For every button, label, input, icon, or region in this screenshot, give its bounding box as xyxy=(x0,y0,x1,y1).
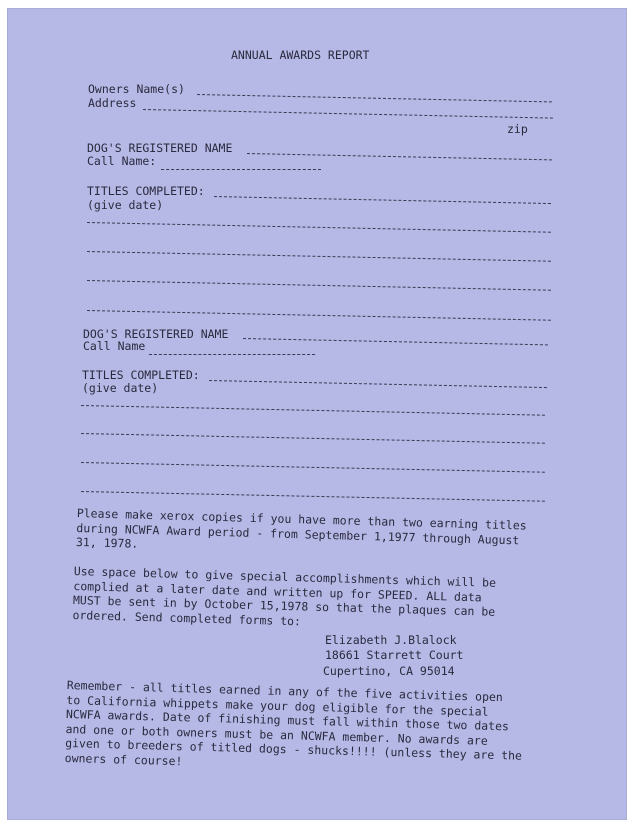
dog2-title-line-4[interactable] xyxy=(81,491,545,502)
dog2-title-line-1[interactable] xyxy=(81,405,545,416)
dog2-registered-name-line[interactable] xyxy=(243,338,548,345)
zip-label: zip xyxy=(507,122,528,136)
address-label: Address xyxy=(88,96,137,110)
special-accomplishments-instructions: Use space below to give special accomplishments which will be complied at a later date and written up for SPEED. ALL data MUST be sent in by October 15,1978 so that the plaques can be ordered. Send completed forms to: xyxy=(72,564,497,628)
page-title: ANNUAL AWARDS REPORT xyxy=(231,48,370,62)
dog1-titles-label: TITLES COMPLETED: xyxy=(87,184,205,198)
dog1-give-date-label: (give date) xyxy=(87,198,164,212)
dog2-call-name-line[interactable] xyxy=(149,354,315,355)
dog1-title-line-2[interactable] xyxy=(87,251,551,262)
dog2-registered-name-label: DOG'S REGISTERED NAME xyxy=(83,327,229,341)
dog1-registered-name-label: DOG'S REGISTERED NAME xyxy=(87,141,233,155)
owners-name-line[interactable] xyxy=(197,94,552,102)
dog1-title-line-4[interactable] xyxy=(87,310,551,321)
dog1-registered-name-line[interactable] xyxy=(247,153,552,160)
dog1-title-line-3[interactable] xyxy=(87,280,551,291)
mail-to-city: Cupertino, CA 95014 xyxy=(323,664,455,678)
address-line[interactable] xyxy=(143,109,553,119)
xerox-instructions: Please make xerox copies if you have more than two earning titles during NCWFA Award period - from September 1,1977 through August 31, 1978. xyxy=(75,506,527,551)
dog2-title-line-2[interactable] xyxy=(81,433,545,444)
dog2-give-date-label: (give date) xyxy=(82,381,159,395)
dog1-call-name-label: Call Name: xyxy=(87,154,157,168)
dog2-titles-label: TITLES COMPLETED: xyxy=(82,368,200,382)
owners-name-label: Owners Name(s) xyxy=(88,82,185,96)
mail-to-name: Elizabeth J.Blalock xyxy=(325,633,457,647)
mail-to-street: 18661 Starrett Court xyxy=(325,648,464,662)
dog2-titles-line[interactable] xyxy=(209,380,547,388)
awards-report-page xyxy=(7,8,627,820)
dog1-titles-line[interactable] xyxy=(214,196,551,204)
dog2-title-line-3[interactable] xyxy=(81,462,545,473)
remember-note: Remember - all titles earned in any of the five activities open to California whippets make your dog eligible for the special NCWFA awards. Date of finishing must fall within those two dates and one or both owners must be an NCWFA member. No awards are given to breeders of titled dogs - shucks!!!! (unless they are the owners of course! xyxy=(64,678,523,768)
dog2-call-name-label: Call Name xyxy=(83,339,146,353)
dog1-call-name-line[interactable] xyxy=(161,169,321,170)
dog1-title-line-1[interactable] xyxy=(87,222,551,233)
